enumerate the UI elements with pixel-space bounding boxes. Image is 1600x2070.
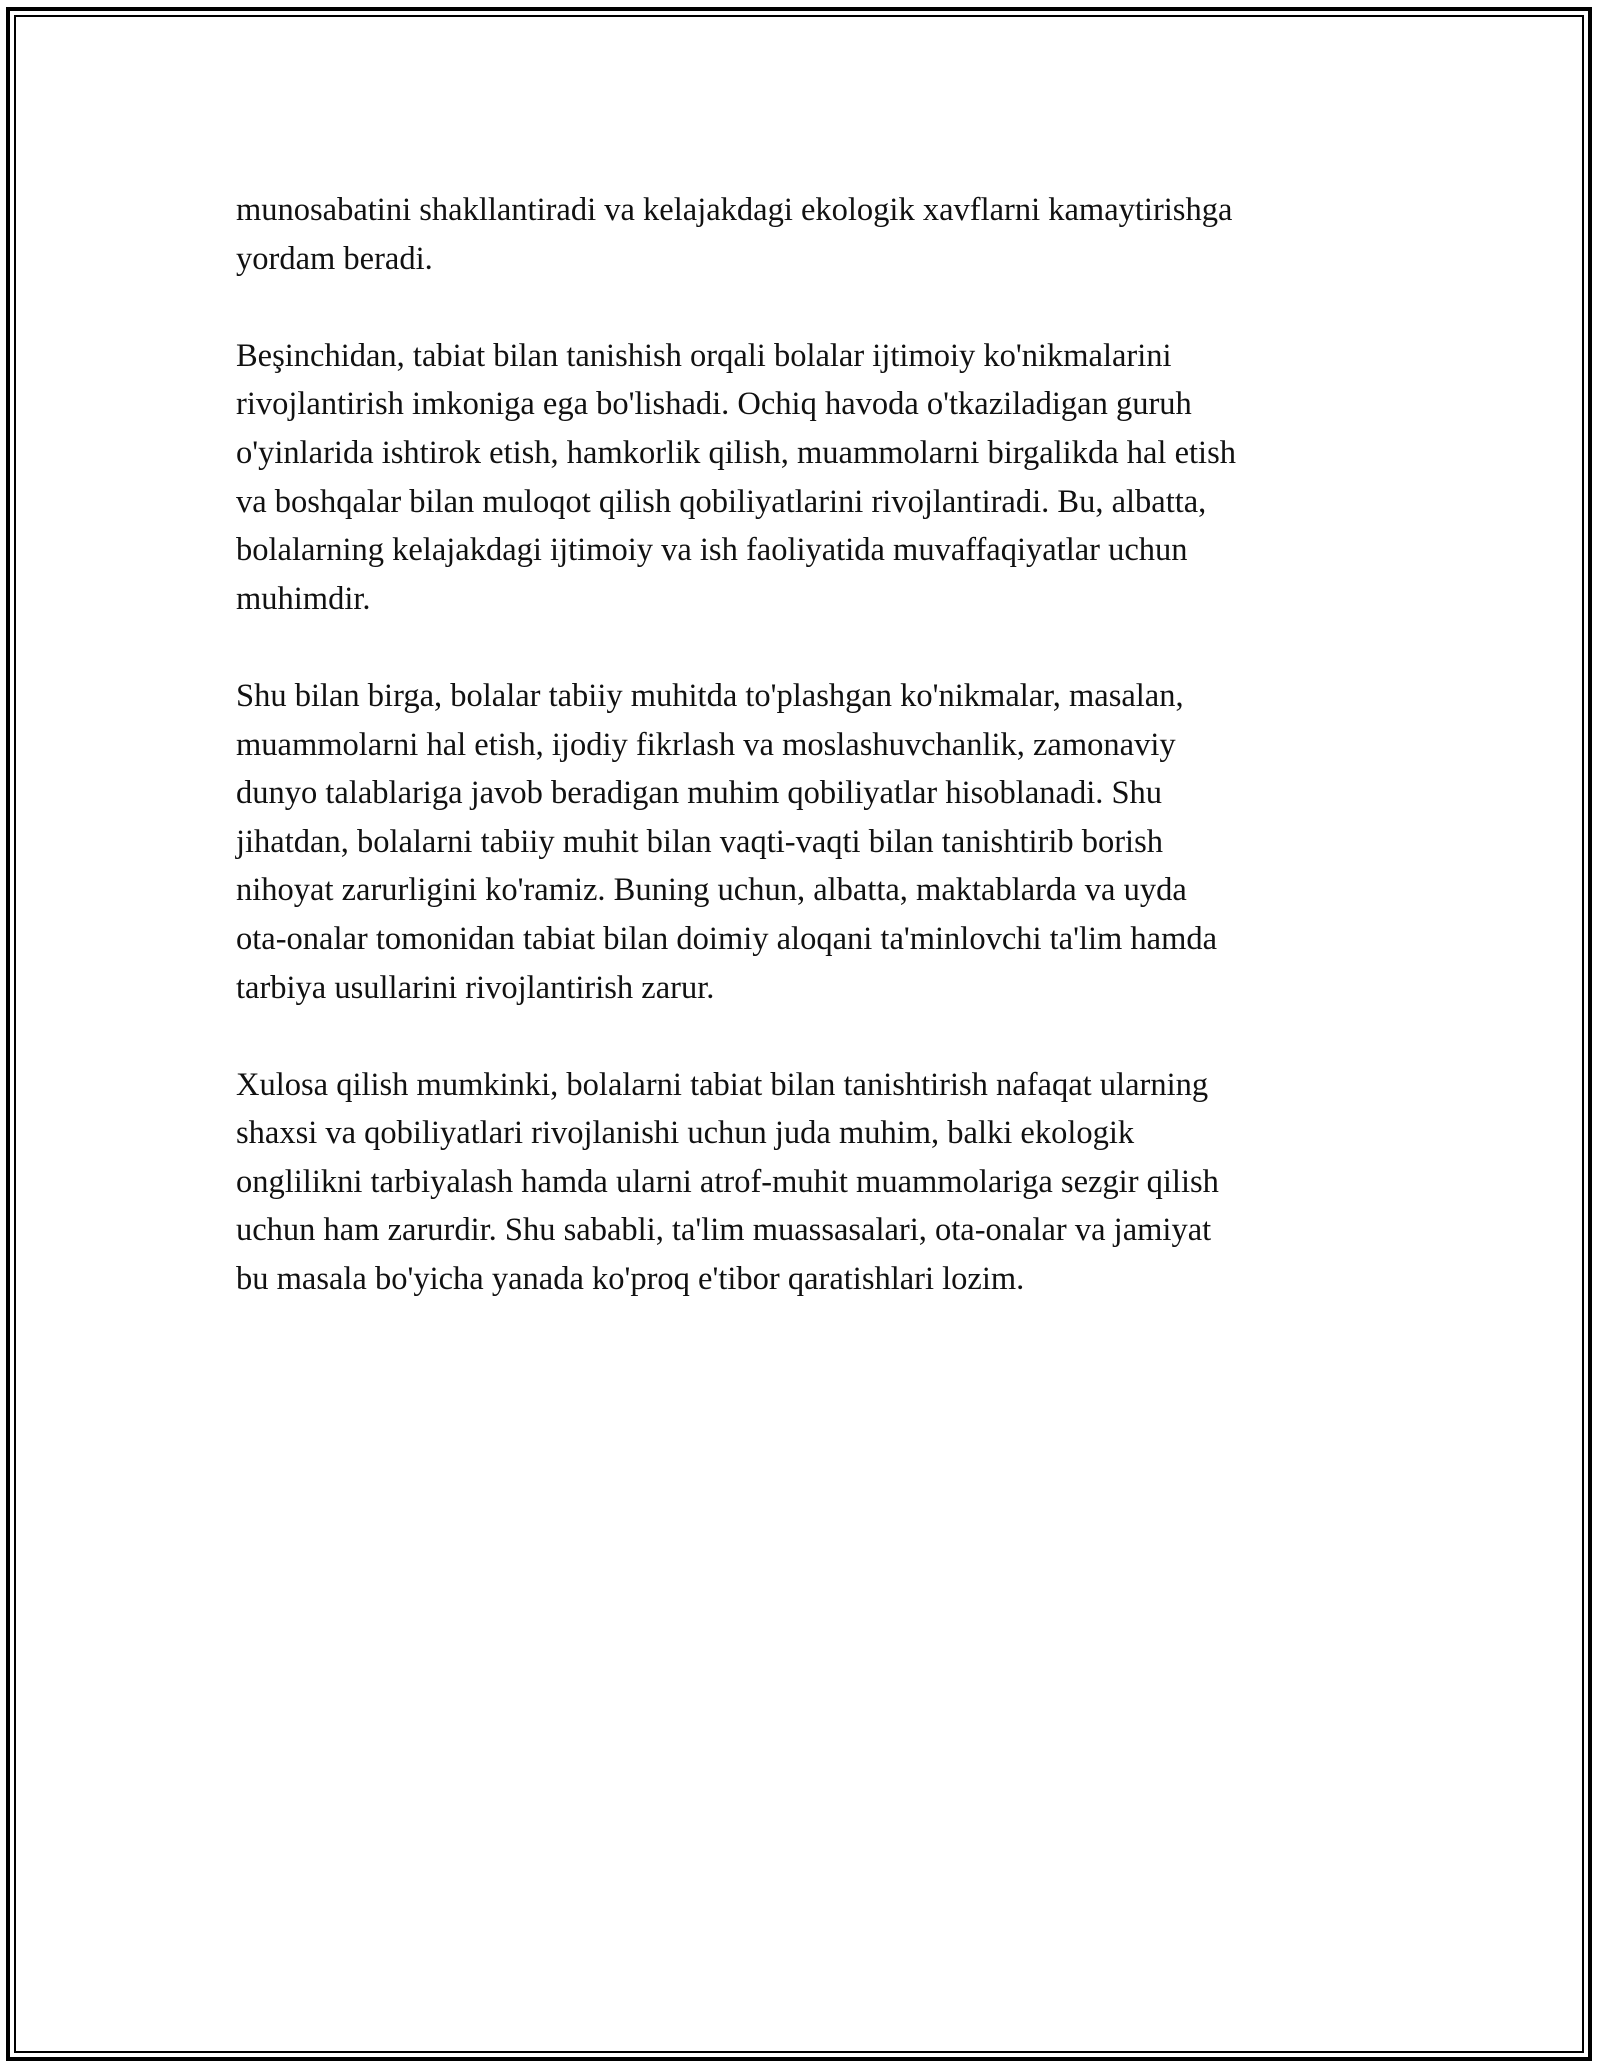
paragraph-3: Shu bilan birga, bolalar tabiiy muhitda to'plashgan ko'nikmalar, masalan, muammolarni hal etish, ijodiy fikrlash va moslashuvchanlik, zamonaviy dunyo talablariga javob beradigan muhim qobiliyatlar hisoblanadi. Shu jihatdan, bolalarni tabiiy muhit bilan vaqti-vaqti bilan tanishtirib borish nihoyat zarurligini ko'ramiz. Buning uchun, albatta, maktablarda va uyda ota-onalar tomonidan tabiat bilan doimiy aloqani ta'minlovchi ta'lim hamda tarbiya usullarini rivojlantirish zarur.	[236, 677, 1218, 1006]
paragraph-1: munosabatini shakllantiradi va kelajakdagi ekologik xavflarni kamaytirishga yordam beradi.	[236, 192, 1233, 277]
paragraph-4: Xulosa qilish mumkinki, bolalarni tabiat bilan tanishtirish nafaqat ularning shaxsi va qobiliyatlari rivojlanishi uchun juda muhim, balki ekologik onglilikni tarbiyalash hamda ularni atrof-muhit muammolariga sezgir qilish uchun ham zarurdir. Shu sababli, ta'lim muassasalari, ota-onalar va jamiyat bu masala bo'yicha yanada ko'proq e'tibor qaratishlari lozim.	[236, 1066, 1219, 1298]
paragraph-2: Beşinchidan, tabiat bilan tanishish orqali bolalar ijtimoiy ko'nikmalarini rivojlantirish imkoniga ega bo'lishadi. Ochiq havoda o'tkaziladigan guruh o'yinlarida ishtirok etish, hamkorlik qilish, muammolarni birgalikda hal etish va boshqalar bilan muloqot qilish qobiliyatlarini rivojlantiradi. Bu, albatta, bolalarning kelajakdagi ijtimoiy va ish faoliyatida muvaffaqiyatlar uchun muhimdir.	[236, 337, 1236, 617]
document-body	[236, 186, 1396, 1304]
